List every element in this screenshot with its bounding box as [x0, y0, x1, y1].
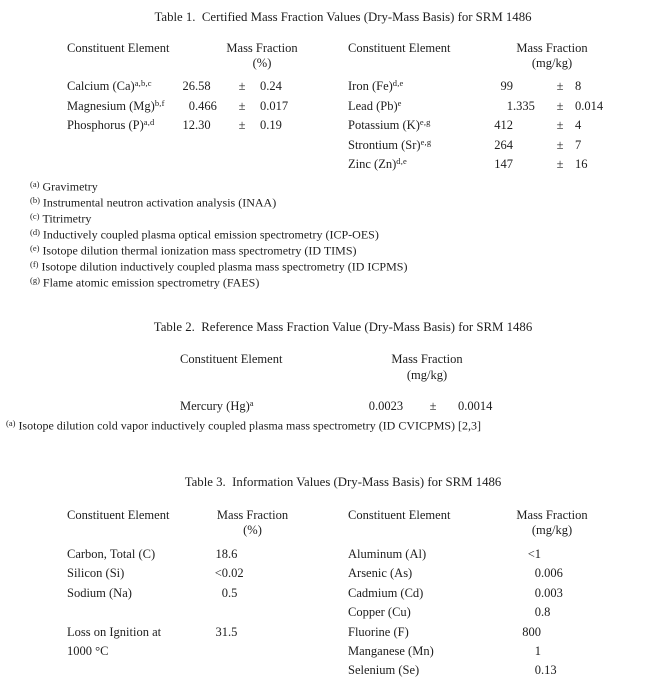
method-superscript: a,b,c [134, 78, 152, 88]
element-name: Silicon (Si) [67, 566, 125, 581]
value-integer: 0 [368, 399, 375, 413]
uncertainty-value: 0.014 [575, 98, 604, 113]
value-integer: 18 [215, 547, 228, 561]
value-integer: 99 [500, 79, 513, 93]
plus-minus-sign: ± [556, 118, 564, 133]
table-row [67, 545, 590, 564]
table1-right-massfraction-header: Mass Fraction [516, 41, 588, 55]
table-row [348, 97, 621, 117]
table3-right-element-header: Constituent Element [348, 508, 451, 522]
value-fraction: .8 [541, 605, 551, 620]
table3-left-unit-header: (%) [243, 523, 262, 537]
element-name [67, 77, 167, 97]
element-label: Phosphorus (P) [67, 118, 144, 133]
value-fraction [513, 77, 549, 97]
value-fraction: .006 [541, 566, 563, 581]
column-spacer [275, 623, 348, 642]
plus-minus-sign: ± [556, 137, 564, 152]
table3-left-massfraction-header: Mass Fraction [216, 508, 289, 522]
uncertainty-value: 0.24 [260, 79, 282, 93]
footnote-mark: (b) [30, 195, 40, 205]
table2-massfraction-header: Mass Fraction [391, 352, 463, 366]
element-name [348, 77, 483, 97]
value-fraction [541, 642, 590, 661]
column-spacer [275, 584, 348, 603]
value-integer: 31 [215, 624, 228, 639]
value-integer: 264 [494, 137, 513, 152]
element-label: Zinc (Zn) [348, 157, 397, 172]
method-superscript: d,e [392, 78, 404, 88]
value-integer: 147 [494, 157, 513, 172]
table2-rows [180, 396, 516, 416]
value-fraction: .13 [541, 663, 557, 678]
element-label: Strontium (Sr) [348, 137, 421, 152]
table2-element-header: Constituent Element [180, 352, 283, 366]
plus-minus-sign: ± [238, 118, 246, 133]
value-fraction: .58 [195, 79, 211, 93]
value-integer: 0 [534, 585, 541, 600]
footnote-text: Titrimetry [42, 211, 92, 226]
footnote [30, 242, 407, 258]
table1-left-element-header: Constituent Element [67, 41, 170, 55]
value-integer: <0 [214, 566, 228, 581]
footnote [30, 210, 407, 226]
footnote-text: Isotope dilution cold vapor inductively coupled plasma mass spectrometry (ID CVICPMS) [2,3] [18, 418, 482, 433]
element-name [348, 116, 483, 136]
table-row [67, 603, 590, 622]
value-integer: 1 [506, 98, 513, 113]
table-row [67, 564, 590, 583]
table3-left-element-header: Constituent Element [67, 508, 170, 522]
element-name: 1000 °C [67, 643, 109, 658]
element-label: Potassium (K) [348, 118, 420, 133]
element-name: Fluorine (F) [348, 624, 409, 639]
table-row [67, 584, 590, 603]
table-row [67, 77, 317, 97]
table2-footnotes [6, 417, 481, 433]
footnote-text: Isotope dilution inductively coupled plasma mass spectrometry (ID ICPMS) [41, 259, 408, 274]
value-integer: 0 [188, 98, 195, 113]
footnote-mark: (c) [30, 211, 40, 221]
plus-minus-sign: ± [556, 157, 564, 172]
footnote [30, 274, 407, 290]
value-integer: 0 [221, 585, 228, 600]
element-name [348, 136, 483, 156]
element-name: Sodium (Na) [67, 585, 132, 600]
footnote-text: Instrumental neutron activation analysis (INAA) [42, 195, 277, 210]
table1-footnotes [30, 178, 407, 290]
method-superscript: a [249, 398, 254, 408]
value-integer: 0 [534, 605, 541, 620]
value-fraction [228, 603, 275, 622]
column-spacer [275, 642, 348, 661]
value-integer: <1 [527, 547, 541, 561]
table2-unit-header: (mg/kg) [406, 368, 448, 382]
table1-title: Table 1. Certified Mass Fraction Values (Dry-Mass Basis) for SRM 1486 [154, 10, 532, 24]
element-name [67, 661, 185, 680]
value-fraction: .003 [541, 585, 563, 600]
plus-minus-sign: ± [556, 79, 564, 93]
table2-title: Table 2. Reference Mass Fraction Value (Dry-Mass Basis) for SRM 1486 [153, 320, 533, 334]
uncertainty-value: 8 [575, 79, 582, 93]
table-row [67, 623, 590, 642]
element-name [67, 603, 185, 622]
uncertainty-value: 16 [575, 157, 588, 172]
plus-minus-sign: ± [556, 98, 564, 113]
element-name: Copper (Cu) [348, 605, 411, 620]
value-integer [185, 603, 228, 622]
element-name [67, 97, 167, 117]
table3-rows [67, 545, 590, 681]
table-row [180, 396, 516, 416]
footnote-text: Gravimetry [42, 179, 98, 194]
value-fraction: .5 [228, 624, 238, 639]
table-row [348, 136, 621, 156]
element-name: Aluminum (Al) [348, 547, 427, 561]
table1-right-element-header: Constituent Element [348, 41, 451, 55]
element-name: Selenium (Se) [348, 663, 420, 678]
plus-minus-sign: ± [238, 79, 246, 93]
element-name [180, 396, 340, 416]
footnote-mark: (g) [30, 275, 40, 285]
value-fraction [228, 661, 275, 680]
footnote [30, 178, 407, 194]
value-fraction: .0023 [375, 399, 404, 413]
table-row [67, 116, 317, 136]
value-fraction: .5 [228, 585, 238, 600]
footnote-mark: (a) [6, 418, 16, 428]
method-superscript: a,d [143, 117, 155, 128]
table-row [348, 116, 621, 136]
element-name: Cadmium (Cd) [348, 585, 424, 600]
footnote-mark: (a) [30, 179, 40, 189]
table1-left-massfraction-header: Mass Fraction [226, 41, 298, 55]
element-name: Loss on Ignition at [67, 624, 162, 639]
uncertainty-value: 0.0014 [458, 399, 493, 413]
footnote [30, 258, 407, 274]
footnote-text: Inductively coupled plasma optical emission spectrometry (ICP-OES) [42, 227, 379, 242]
table1-right-rows [348, 77, 621, 175]
value-integer: 26 [182, 79, 195, 93]
value-integer: 1 [534, 643, 541, 658]
footnote-text: Flame atomic emission spectrometry (FAES) [42, 275, 260, 290]
element-label: Magnesium (Mg) [67, 98, 155, 113]
value-fraction: .466 [195, 98, 217, 113]
uncertainty-value: 0.19 [260, 118, 282, 133]
method-superscript: e,g [419, 117, 431, 128]
element-label: Calcium (Ca) [67, 79, 135, 93]
element-name [67, 116, 167, 136]
element-name [348, 97, 483, 117]
value-fraction [228, 642, 275, 661]
table1-left-rows [67, 77, 317, 136]
value-integer: 12 [182, 118, 195, 133]
value-integer: 0 [534, 663, 541, 678]
table3-right-massfraction-header: Mass Fraction [516, 508, 588, 522]
element-label: Mercury (Hg) [180, 399, 250, 413]
value-integer [185, 642, 228, 661]
uncertainty-value: 4 [575, 118, 582, 133]
value-integer: 0 [534, 566, 541, 581]
uncertainty-value: 7 [575, 137, 582, 152]
table-row [67, 642, 590, 661]
uncertainty-value: 0.017 [260, 98, 289, 113]
element-label: Lead (Pb) [348, 98, 398, 113]
element-name: Arsenic (As) [348, 566, 413, 581]
column-spacer [275, 603, 348, 622]
table1-right-unit-header: (mg/kg) [531, 56, 573, 70]
value-fraction: .6 [228, 547, 238, 561]
element-name: Manganese (Mn) [348, 643, 434, 658]
column-spacer [275, 564, 348, 583]
footnote [30, 194, 407, 210]
value-fraction [513, 155, 549, 175]
footnote-mark: (e) [30, 243, 40, 253]
table3-right-unit-header: (mg/kg) [531, 523, 573, 537]
table-row [348, 77, 621, 97]
value-integer: 412 [494, 118, 513, 133]
value-fraction: .30 [195, 118, 211, 133]
column-spacer [275, 545, 348, 564]
table-row [67, 97, 317, 117]
plus-minus-sign: ± [429, 399, 437, 413]
method-superscript: b,f [154, 97, 165, 108]
method-superscript: e,g [420, 136, 432, 147]
element-name [348, 155, 483, 175]
footnote [6, 417, 481, 433]
value-fraction [541, 623, 590, 642]
method-superscript: d,e [396, 156, 407, 167]
table3-title: Table 3. Information Values (Dry-Mass Basis) for SRM 1486 [184, 475, 502, 489]
footnote-mark: (d) [30, 227, 40, 237]
element-label: Iron (Fe) [348, 79, 393, 93]
table1-left-unit-header: (%) [252, 56, 272, 70]
element-name: Carbon, Total (C) [67, 547, 156, 561]
footnote [30, 226, 407, 242]
value-fraction: .335 [513, 98, 535, 113]
value-fraction: .02 [228, 566, 244, 581]
value-fraction [513, 116, 549, 136]
plus-minus-sign: ± [238, 98, 246, 113]
table-row [67, 661, 590, 680]
column-spacer [275, 661, 348, 680]
footnote-mark: (f) [30, 259, 39, 269]
value-integer [185, 661, 228, 680]
table-row [348, 155, 621, 175]
value-fraction [513, 136, 549, 156]
value-fraction [541, 545, 590, 564]
method-superscript: e [397, 97, 402, 108]
footnote-text: Isotope dilution thermal ionization mass spectrometry (ID TIMS) [42, 243, 357, 258]
value-integer: 800 [522, 624, 541, 639]
